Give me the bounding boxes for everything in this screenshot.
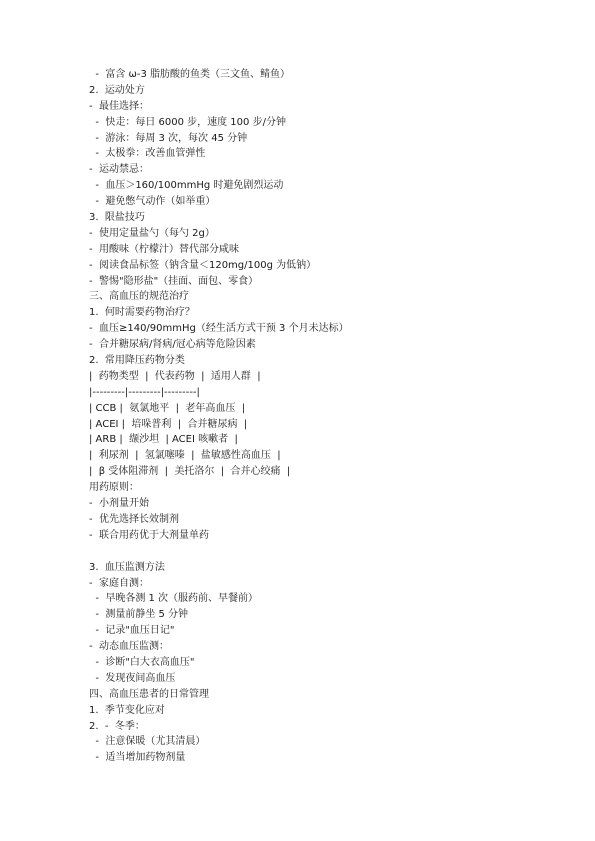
text-line: - 血压＞160/100mmHg 时避免剧烈运动 — [89, 180, 284, 192]
section-heading: 1. 何时需要药物治疗？ — [89, 307, 195, 319]
chapter-heading: 三、高血压的规范治疗 — [89, 291, 189, 303]
text-line: - 太极拳：改善血管弹性 — [89, 148, 206, 160]
text-line: 用药原则： — [89, 482, 139, 494]
text-line: - 诊断"白大衣高血压" — [89, 656, 195, 668]
text-line: - 优先选择长效制剂 — [89, 513, 179, 525]
table-row: | CCB | 氨氯地平 | 老年高血压 | — [89, 402, 246, 414]
text-line: - 联合用药优于大剂量单药 — [89, 529, 209, 541]
text-line: - 阅读食品标签（钠含量＜120mg/100g 为低钠） — [89, 259, 317, 271]
text-line: - 富含 ω-3 脂肪酸的鱼类（三文鱼、鲭鱼） — [89, 69, 291, 80]
text-line: - 家庭自测： — [89, 577, 149, 589]
text-line: - 发现夜间高血压 — [89, 672, 176, 684]
section-heading: 3. 限盐技巧 — [89, 212, 145, 224]
text-line: - 避免憋气动作（如举重） — [89, 196, 216, 208]
text-line: - 动态血压监测： — [89, 641, 169, 653]
blank-line — [89, 544, 559, 560]
text-line: - 用酸味（柠檬汁）替代部分咸味 — [89, 243, 239, 255]
table-row: | 利尿剂 | 氢氯噻嗪 | 盐敏感性高血压 | — [89, 450, 281, 462]
table-header-row: | 药物类型 | 代表药物 | 适用人群 | — [89, 370, 261, 382]
section-heading: 1. 季节变化应对 — [89, 704, 165, 716]
text-line: - 早晚各测 1 次（服药前、早餐前） — [89, 593, 259, 605]
text-line: - 游泳：每周 3 次，每次 45 分钟 — [89, 132, 248, 144]
table-row: | ARB | 缬沙坦 | ACEI 咳嗽者 | — [89, 434, 238, 446]
text-line: - 运动禁忌： — [89, 164, 149, 176]
section-heading: 2. 常用降压药物分类 — [89, 355, 185, 367]
text-line: - 记录"血压日记" — [89, 625, 175, 637]
table-separator-row: |---------|---------|---------| — [89, 386, 200, 398]
table-row: | ACEI | 培哚普利 | 合并糖尿病 | — [89, 418, 248, 430]
text-line: - 合并糖尿病/肾病/冠心病等危险因素 — [89, 339, 256, 351]
section-heading: 3. 血压监测方法 — [89, 561, 165, 573]
text-line: - 测量前静坐 5 分钟 — [89, 609, 189, 621]
text-line: - 适当增加药物剂量 — [89, 752, 186, 764]
text-line: - 快走：每日 6000 步，速度 100 步/分钟 — [89, 116, 286, 128]
text-line: - 最佳选择： — [89, 100, 149, 112]
text-line: - 注意保暖（尤其清晨） — [89, 736, 206, 748]
text-line: - 血压≥140/90mmHg（经生活方式干预 3 个月未达标） — [89, 323, 349, 335]
text-line: - 警惕"隐形盐"（挂面、面包、零食） — [89, 275, 259, 287]
text-line: - 使用定量盐勺（每勺 2g） — [89, 227, 215, 239]
text-line: - 小剂量开始 — [89, 498, 149, 510]
section-heading: 2. 运动处方 — [89, 84, 145, 96]
chapter-heading: 四、高血压患者的日常管理 — [89, 688, 209, 700]
text-line: 2. - 冬季： — [89, 720, 145, 732]
document-page — [89, 67, 559, 766]
table-row: | β 受体阻滞剂 | 美托洛尔 | 合并心绞痛 | — [89, 466, 291, 478]
